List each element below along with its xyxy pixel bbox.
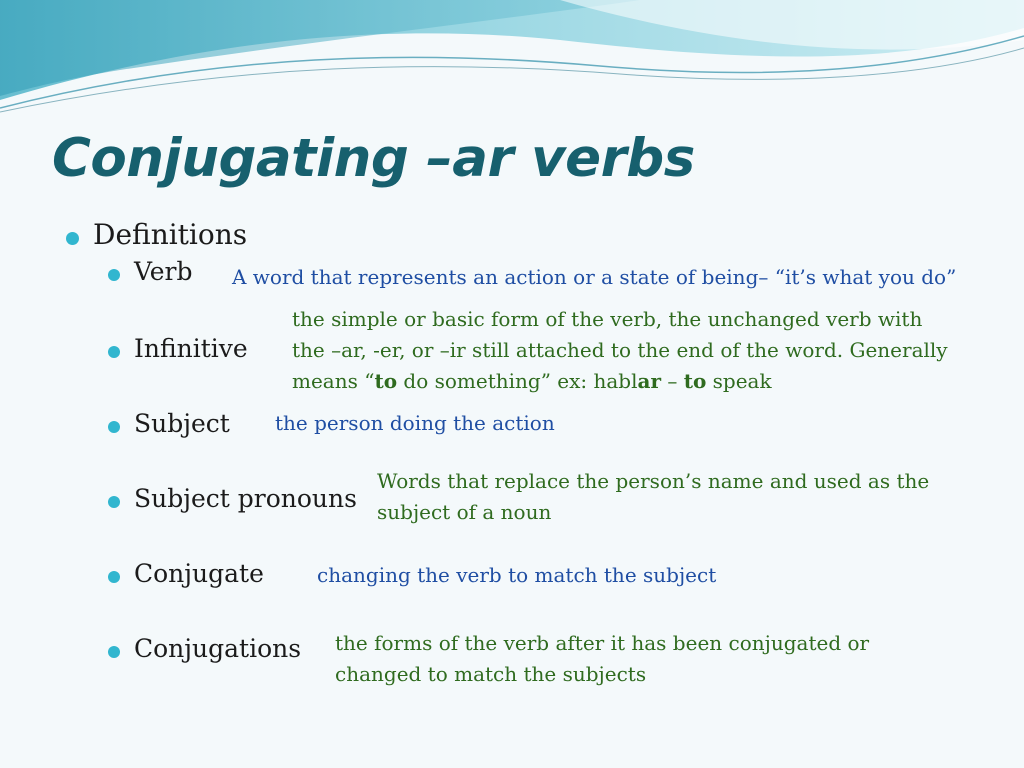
term-label: Conjugate [134,559,264,588]
definition-line: changed to match the subjects [335,662,647,686]
bullet-dot-icon [108,496,120,508]
definition-conjugations [335,628,869,690]
definition-line: the forms of the verb after it has been conjugated or [335,631,870,655]
term-label: Subject [134,409,230,438]
definition-text: do something” ex: habl [397,369,638,393]
definition-line: the person doing the action [275,411,555,435]
definition-bold-text: to [683,369,707,393]
definition-text: means “ [292,369,375,393]
definition-subject-pronouns [377,466,929,528]
definition-line: the –ar, -er, or –ir still attached to the end of the word. Generally [292,338,948,362]
slide-title: Conjugating –ar verbs [52,128,695,189]
definition-subject [275,408,555,439]
definition-conjugate [317,560,716,591]
definition-line: Words that replace the person’s name and used as the [377,469,930,493]
term-label: Infinitive [134,334,248,363]
definition-line: changing the verb to match the subject [317,563,717,587]
definition-line: the simple or basic form of the verb, the unchanged verb with [292,307,923,331]
term-label: Subject pronouns [134,484,357,513]
definitions-heading-label: Definitions [93,218,248,251]
bullet-dot-icon [108,571,120,583]
decorative-wave-banner [0,0,1024,130]
definition-text: speak [706,369,772,393]
bullet-dot-icon [108,269,120,281]
definition-verb [232,262,956,293]
definition-line: A word that represents an action or a state of being– “it’s what you do” [232,265,957,289]
definition-bold-text: ar [637,369,661,393]
definition-text: – [661,369,684,393]
term-label: Verb [134,257,193,286]
definition-infinitive [292,304,948,397]
bullet-dot-icon [108,346,120,358]
definition-line [292,366,948,397]
bullet-dot-icon [108,421,120,433]
term-label: Conjugations [134,634,302,663]
definition-line: subject of a noun [377,500,552,524]
bullet-dot-icon [66,232,79,245]
definition-bold-text: to [374,369,398,393]
bullet-dot-icon [108,646,120,658]
